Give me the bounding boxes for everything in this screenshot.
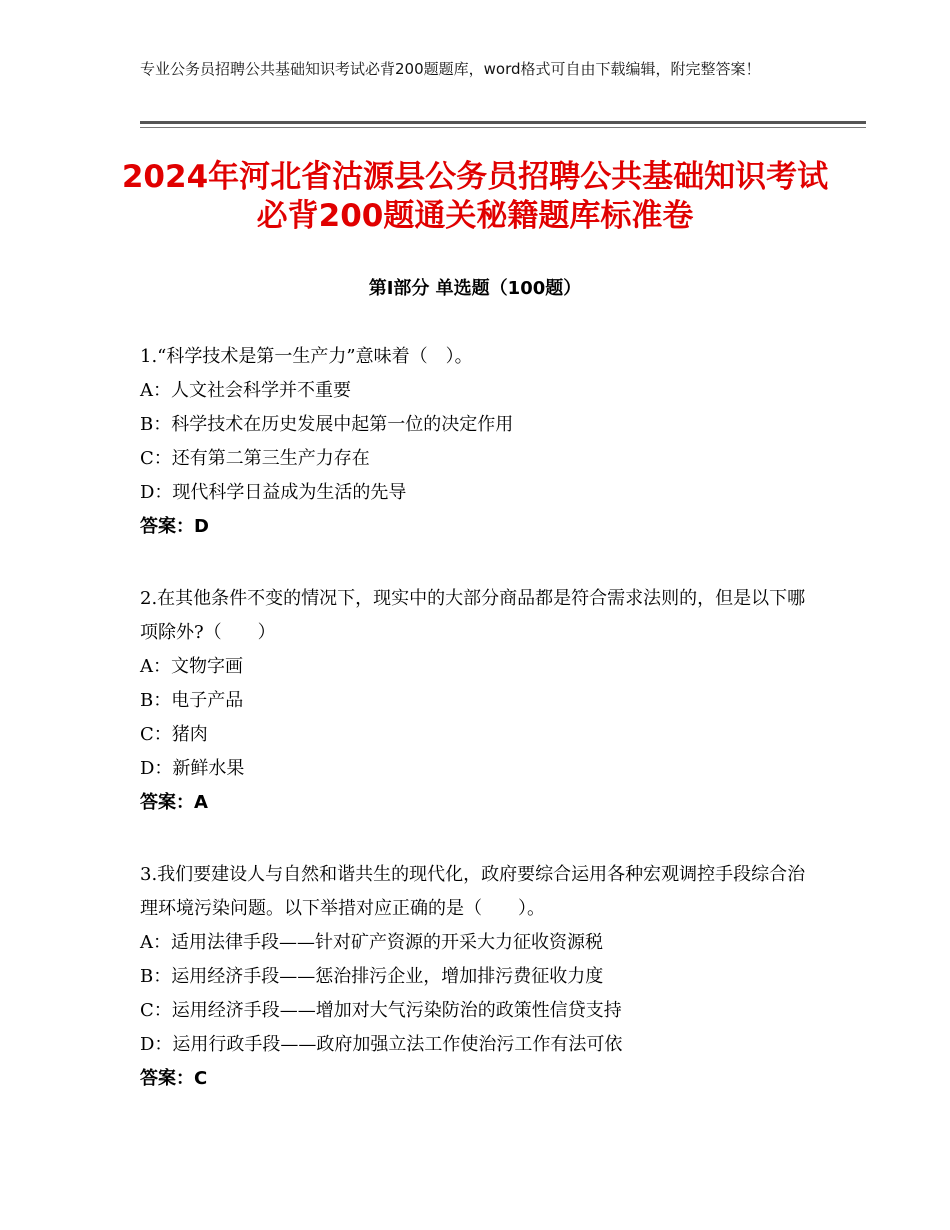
option-c: C：猪肉 — [140, 724, 208, 745]
answer: 答案：A — [140, 792, 208, 813]
answer: 答案：D — [140, 516, 209, 537]
header-divider-thin — [140, 127, 866, 128]
question-stem: 2.在其他条件不变的情况下，现实中的大部分商品都是符合需求法则的，但是以下哪项除外?（ ） — [140, 588, 806, 643]
question-stem: 1.“科学技术是第一生产力”意味着（ ）。 — [140, 346, 473, 367]
option-a: A：适用法律手段——针对矿产资源的开采大力征收资源税 — [140, 932, 603, 953]
question-1 — [140, 340, 820, 544]
question-2 — [140, 582, 820, 820]
header-note: 专业公务员招聘公共基础知识考试必背200题题库，word格式可自由下载编辑，附完整答案！ — [140, 60, 761, 78]
option-c: C：运用经济手段——增加对大气污染防治的政策性信贷支持 — [140, 1000, 622, 1021]
question-list — [140, 340, 820, 1096]
option-b: B：电子产品 — [140, 690, 244, 711]
section-title: 第Ⅰ部分 单选题（100题） — [368, 278, 582, 299]
option-d: D：运用行政手段——政府加强立法工作使治污工作有法可依 — [140, 1034, 623, 1055]
option-d: D：现代科学日益成为生活的先导 — [140, 482, 407, 503]
option-d: D：新鲜水果 — [140, 758, 245, 779]
question-stem: 3.我们要建设人与自然和谐共生的现代化，政府要综合运用各种宏观调控手段综合治理环境污染问题。以下举措对应正确的是（ ）。 — [140, 864, 806, 919]
option-b: B：科学技术在历史发展中起第一位的决定作用 — [140, 414, 514, 435]
option-c: C：还有第二第三生产力存在 — [140, 448, 370, 469]
header-divider-thick — [140, 121, 866, 124]
option-b: B：运用经济手段——惩治排污企业，增加排污费征收力度 — [140, 966, 604, 987]
question-3 — [140, 858, 820, 1096]
answer: 答案：C — [140, 1068, 208, 1089]
option-a: A：文物字画 — [140, 656, 243, 677]
option-a: A：人文社会科学并不重要 — [140, 380, 351, 401]
document-title: 2024年河北省沽源县公务员招聘公共基础知识考试必背200题通关秘籍题库标准卷 — [121, 159, 829, 234]
